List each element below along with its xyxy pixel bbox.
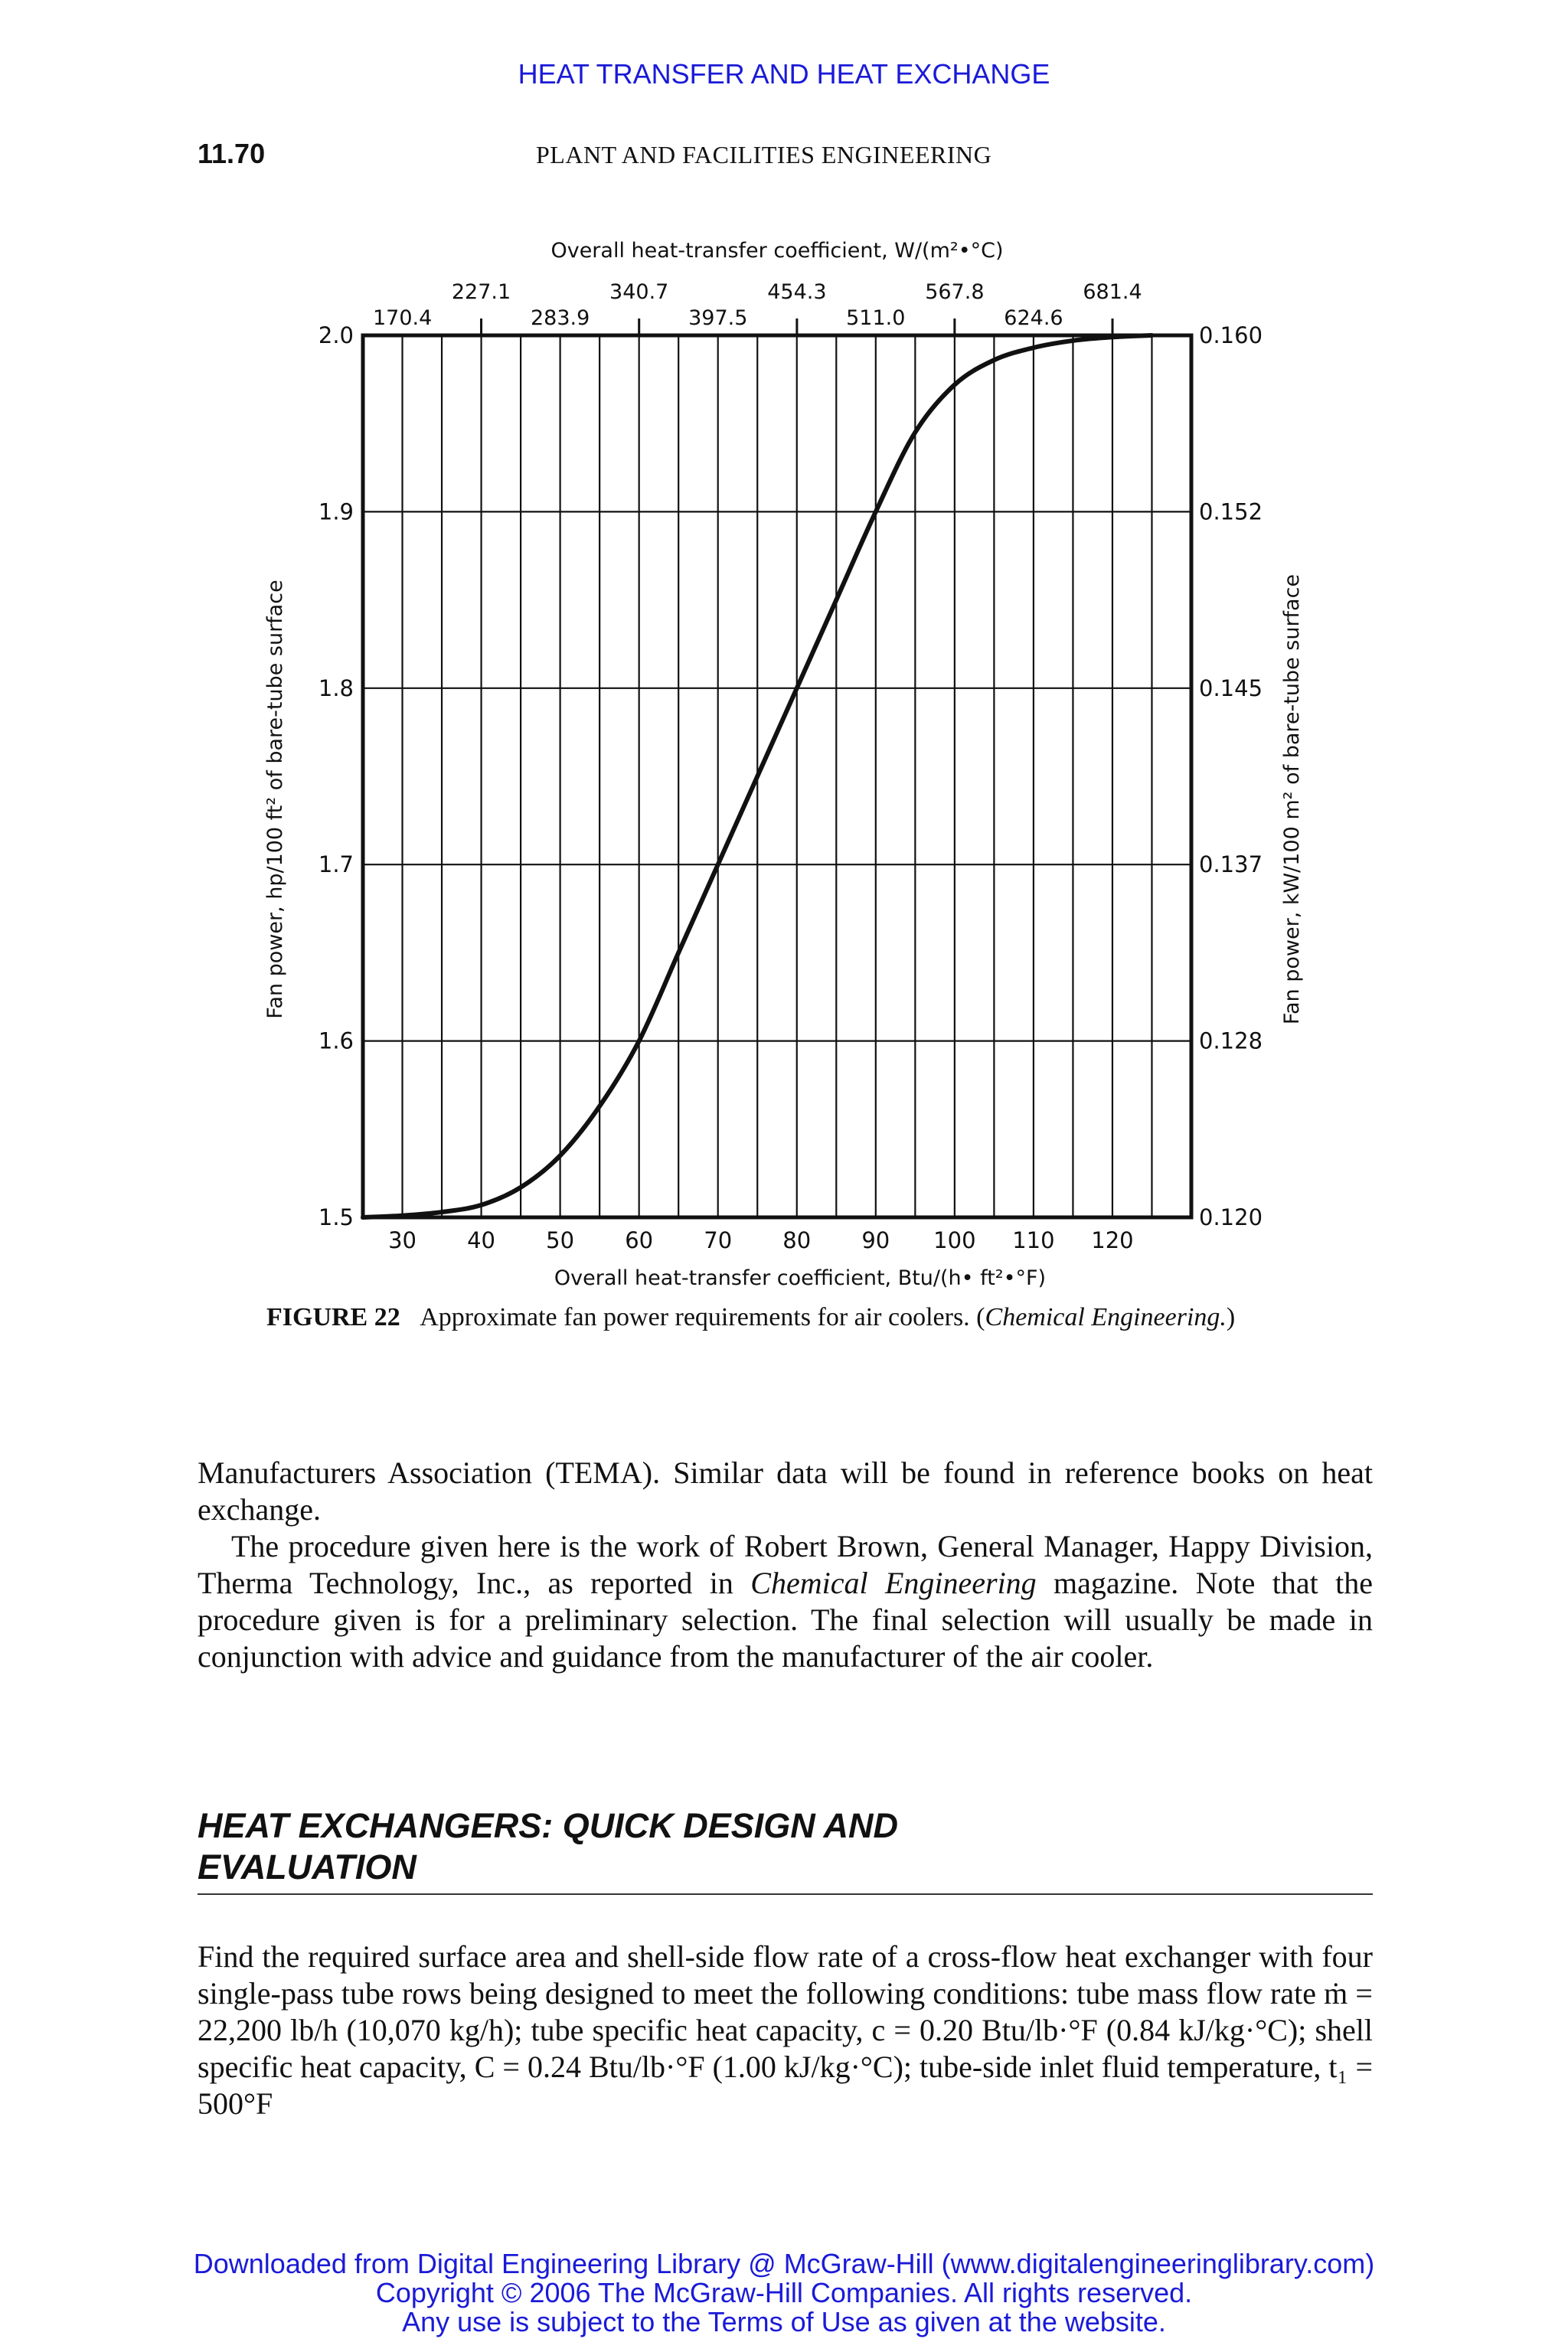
right-axis-label: Fan power, kW/100 m² of bare-tube surface [1280, 573, 1304, 1025]
x2-tick-label-lower: 397.5 [688, 306, 748, 330]
x2-tick-label-upper: 340.7 [609, 280, 669, 304]
caption-source: Chemical Engineering. [985, 1303, 1227, 1331]
y-tick-label: 1.8 [318, 675, 354, 701]
x-tick-label: 40 [467, 1227, 496, 1253]
x-tick-label: 100 [933, 1227, 976, 1253]
p2-italic: Chemical Engineering [750, 1566, 1037, 1600]
top-axis-label: Overall heat-transfer coefficient, W/(m²•°C) [550, 239, 1004, 263]
section-heading-line1: HEAT EXCHANGERS: QUICK DESIGN AND [198, 1806, 899, 1845]
caption-text: Approximate fan power requirements for air coolers. ( [420, 1303, 985, 1331]
x-tick-label: 50 [546, 1227, 575, 1253]
footer-line-2: Copyright © 2006 The McGraw-Hill Companies. All rights reserved. [375, 2277, 1193, 2308]
y2-tick-label: 0.137 [1199, 851, 1263, 878]
y2-tick-label: 0.152 [1199, 498, 1263, 525]
chart-grid [363, 335, 1191, 1217]
x2-tick-label-lower: 170.4 [372, 306, 433, 330]
y-tick-label: 1.5 [318, 1204, 354, 1230]
top-link[interactable]: HEAT TRANSFER AND HEAT EXCHANGE [518, 58, 1050, 90]
footer-line-3: Any use is subject to the Terms of Use as given at the website. [402, 2306, 1166, 2337]
figure-caption [266, 1302, 1300, 1334]
section-heading [198, 1805, 1269, 1888]
x2-tick-label-upper: 567.8 [925, 280, 985, 304]
y2-tick-label: 0.145 [1199, 675, 1263, 701]
x-tick-label: 120 [1091, 1227, 1134, 1253]
paragraph-problem: Find the required surface area and shell-side flow rate of a cross-flow heat exchanger with four single-pass tube rows being designed to meet the following conditions: tube mass flow rate ṁ = 22,200 lb/h (10,070 kg/h); tube specific heat capacity, c = 0.20 Btu/lb·°F (0.84 kJ/kg·°C); shell specific heat capacity, C = 0.24 Btu/lb·°F (1.00 kJ/kg·°C); tube-side inlet fluid temperature, t₁ = 500°F [198, 1939, 1373, 2121]
section-heading-line2: EVALUATION [198, 1847, 416, 1886]
running-head: PLANT AND FACILITIES ENGINEERING [536, 141, 992, 168]
page-number: 11.70 [198, 138, 266, 169]
p2-text-a: The procedure given here is the work of Robert Brown, General Manager, Happy Division, Therma Technology, Inc., as reported in [198, 1529, 1373, 1600]
p2-text-b: magazine. Note that the procedure given is for a preliminary selection. The final selection will usually be made in conjunction with advice and guidance from the manufacturer of the air cooler. [198, 1566, 1373, 1674]
y-tick-label: 1.7 [318, 851, 354, 878]
x2-tick-label-upper: 681.4 [1083, 280, 1142, 304]
x2-tick-label-lower: 511.0 [846, 306, 906, 330]
y-axis-label: Fan power, hp/100 ft² of bare-tube surface [263, 580, 287, 1019]
caption-close: ) [1226, 1303, 1236, 1331]
x-tick-label: 30 [388, 1227, 416, 1253]
y2-tick-label: 0.128 [1199, 1027, 1263, 1054]
paragraph-tema: Manufacturers Association (TEMA). Similar data will be found in reference books on heat exchange. [198, 1455, 1373, 1527]
x2-tick-label-upper: 227.1 [451, 280, 511, 304]
y2-tick-label: 0.160 [1199, 322, 1263, 348]
x-tick-label: 90 [861, 1227, 890, 1253]
plot-frame [363, 335, 1191, 1217]
x-axis-label: Overall heat-transfer coefficient, Btu/(h• ft²•°F) [554, 1266, 1047, 1290]
caption-label: FIGURE 22 [266, 1303, 400, 1331]
x-tick-label: 80 [782, 1227, 812, 1253]
x-tick-label: 110 [1012, 1227, 1055, 1253]
y-tick-label: 1.9 [318, 498, 354, 525]
section-divider [198, 1893, 1373, 1895]
x2-tick-label-lower: 624.6 [1004, 306, 1063, 330]
chart-tick-labels [318, 280, 1263, 1253]
x-tick-label: 60 [625, 1227, 654, 1253]
footer-line-1[interactable]: Downloaded from Digital Engineering Library @ McGraw-Hill (www.digitalengineeringlibrary.com) [193, 2248, 1375, 2279]
y-tick-label: 1.6 [318, 1027, 354, 1054]
x2-tick-label-upper: 454.3 [767, 280, 827, 304]
y2-tick-label: 0.120 [1199, 1204, 1263, 1230]
x-tick-label: 70 [704, 1227, 733, 1253]
x2-tick-label-lower: 283.9 [530, 306, 590, 330]
y-tick-label: 2.0 [318, 322, 354, 348]
paragraph-procedure [198, 1528, 1373, 1675]
